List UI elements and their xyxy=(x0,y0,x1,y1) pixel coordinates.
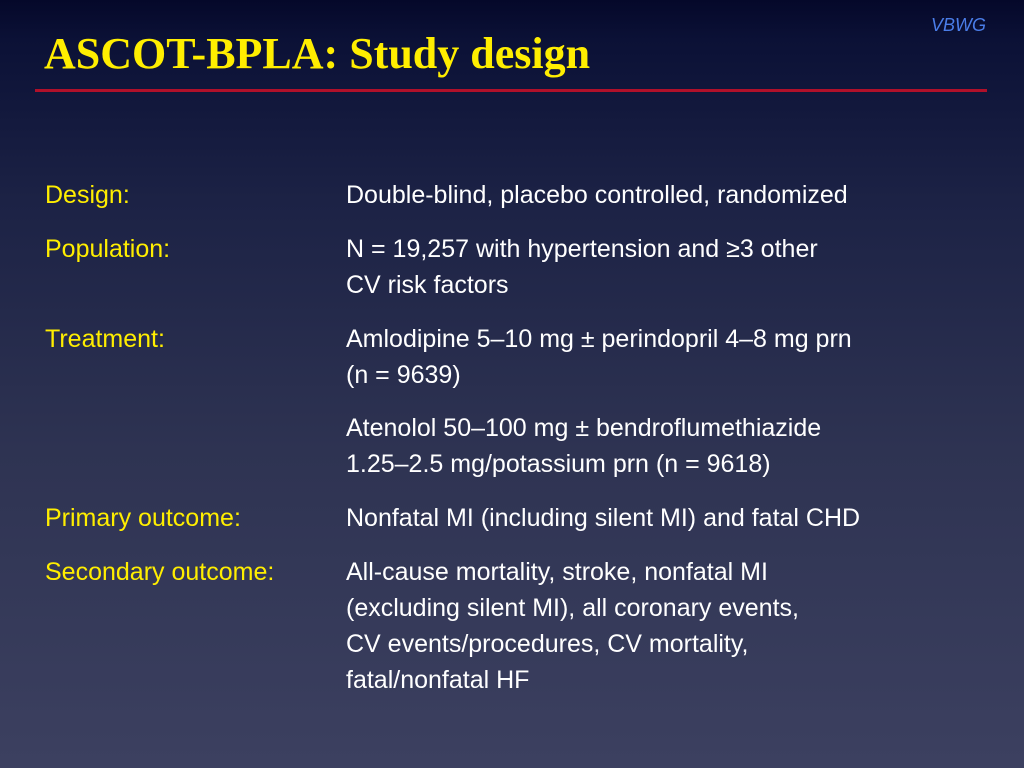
value-line: Double-blind, placebo controlled, randomized xyxy=(346,181,848,209)
value-line: (excluding silent MI), all coronary events, xyxy=(346,594,799,622)
value-line: Atenolol 50–100 mg ± bendroflumethiazide xyxy=(346,414,822,442)
value-line: All-cause mortality, stroke, nonfatal MI xyxy=(346,558,768,586)
row-value xyxy=(346,554,799,698)
row-label: Secondary outcome: xyxy=(45,558,275,586)
row-label: Population: xyxy=(45,235,171,263)
row-value xyxy=(346,500,860,536)
brand-label: VBWG xyxy=(930,15,986,35)
row-label: Design: xyxy=(45,181,130,209)
value-line: Amlodipine 5–10 mg ± perindopril 4–8 mg prn xyxy=(346,325,852,353)
value-line: (n = 9639) xyxy=(346,361,461,389)
slide-title: ASCOT-BPLA: Study design xyxy=(44,29,591,78)
row-value xyxy=(346,321,852,393)
row-label: Primary outcome: xyxy=(45,504,241,532)
value-line: CV events/procedures, CV mortality, xyxy=(346,630,749,658)
value-line: N = 19,257 with hypertension and ≥3 other xyxy=(346,235,818,263)
row-label: Treatment: xyxy=(45,325,165,353)
row-value xyxy=(346,410,821,482)
title-divider xyxy=(35,89,987,92)
row-value xyxy=(346,231,818,303)
value-line: fatal/nonfatal HF xyxy=(346,666,530,694)
value-line: 1.25–2.5 mg/potassium prn (n = 9618) xyxy=(346,450,771,478)
value-line: Nonfatal MI (including silent MI) and fatal CHD xyxy=(346,504,861,532)
value-line: CV risk factors xyxy=(346,271,509,299)
row-value xyxy=(346,177,848,213)
